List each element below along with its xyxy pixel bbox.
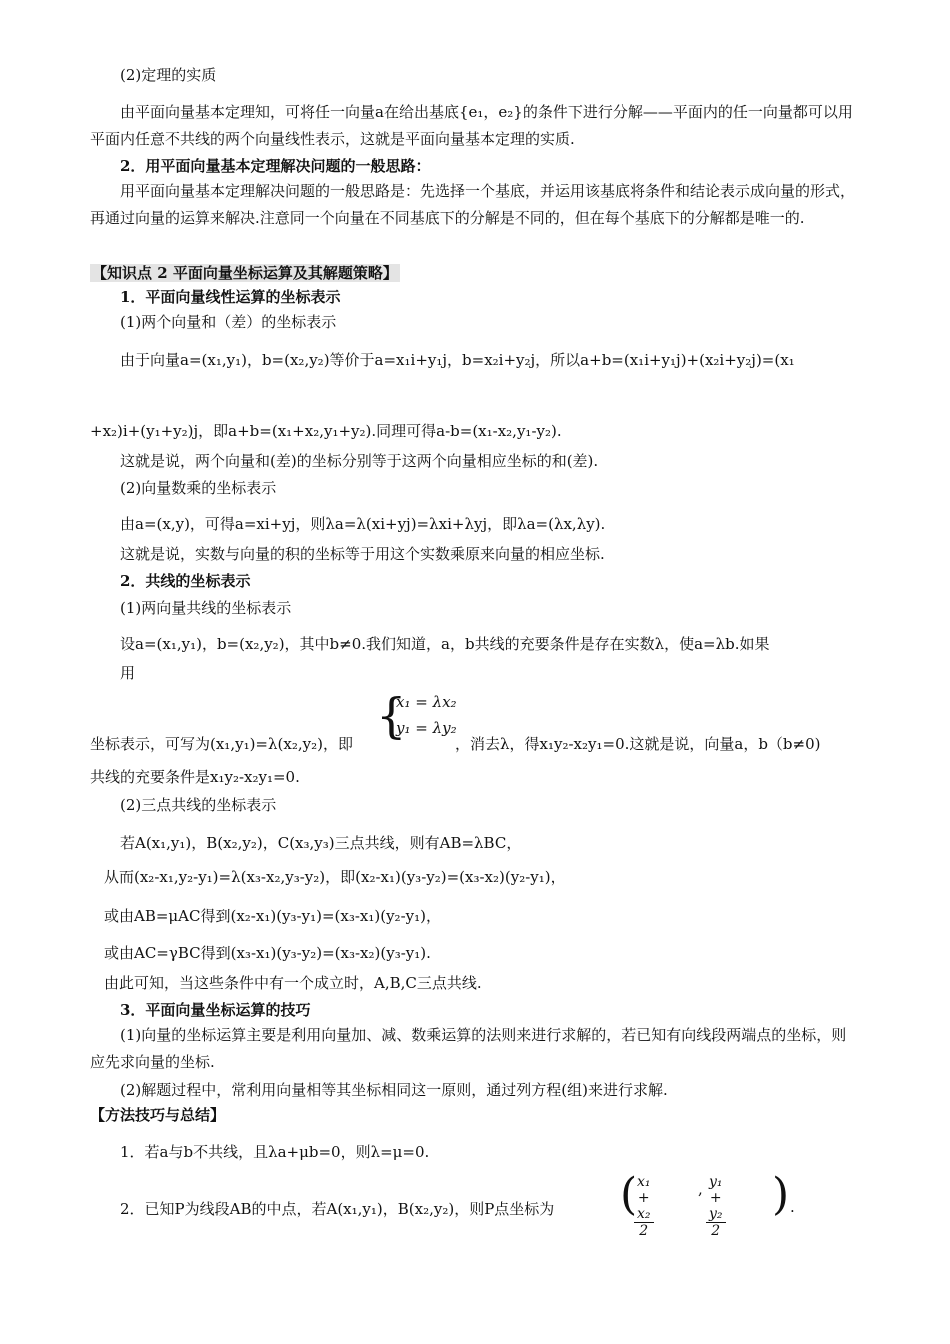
- method-1: 1．若a与b不共线，且λa+μb=0，则λ=μ=0.: [120, 1143, 430, 1161]
- kp2-header: 【知识点 2 平面向量坐标运算及其解题策略】: [92, 264, 398, 282]
- kp2-s1-sub1: (1)两个向量和（差）的坐标表示: [120, 313, 337, 331]
- kp2-s1-conc1: 这就是说，两个向量和(差)的坐标分别等于这两个向量相应坐标的和(差).: [120, 452, 599, 470]
- kp2-s1-sub2: (2)向量数乘的坐标表示: [120, 479, 277, 497]
- kp2-s3-title: 3．平面向量坐标运算的技巧: [120, 1001, 311, 1019]
- kp2-s2-eq1b: 用: [120, 664, 136, 682]
- approach-title: 2．用平面向量基本定理解决问题的一般思路：: [120, 157, 431, 175]
- method-2-text: 2．已知P为线段AB的中点，若A(x₁,y₁)，B(x₂,y₂)，则P点坐标为: [120, 1200, 555, 1218]
- collinear-system: [376, 690, 466, 746]
- kp2-s1-title: 1．平面向量线性运算的坐标表示: [120, 288, 341, 306]
- midpoint-x-denominator: 2: [639, 1223, 649, 1239]
- approach-paragraph: 用平面向量基本定理解决问题的一般思路是：先选择一个基底，并运用该基底将条件和结论表示成向量的形式，再通过向量的运算来解决.注意同一个向量在不同基底下的分解是不同的，但在每个基底下的分解都是唯一的.: [90, 182, 856, 227]
- essence-title: (2)定理的实质: [120, 66, 217, 84]
- kp2-s2-eq3: 共线的充要条件是x₁y₂-x₂y₁=0.: [90, 768, 300, 786]
- kp2-s3-p1: (1)向量的坐标运算主要是利用向量加、减、数乘运算的法则来进行求解的，若已知有向线段两端点的坐标，则应先求向量的坐标.: [90, 1026, 847, 1071]
- kp2-header-wrap: [90, 262, 400, 284]
- comma: ,: [698, 1180, 703, 1198]
- kp2-s2-eq5: 从而(x₂-x₁,y₂-y₁)=λ(x₃-x₂,y₃-y₂)，即(x₂-x₁)(y₃-y₂)=(x₃-x₂)(y₂-y₁)，: [104, 868, 566, 886]
- kp2-s2-sub2: (2)三点共线的坐标表示: [120, 796, 277, 814]
- kp2-s1-eq2: +x₂)i+(y₁+y₂)j，即a+b=(x₁+x₂,y₁+y₂).同理可得a-b=(x₁-x₂,y₁-y₂).: [90, 422, 562, 440]
- kp2-s2-eq7: 或由AC=γBC得到(x₃-x₁)(y₃-y₂)=(x₃-x₂)(y₃-y₁).: [104, 944, 431, 962]
- kp2-s2-sub1: (1)两向量共线的坐标表示: [120, 599, 292, 617]
- method-2-end: .: [790, 1198, 795, 1216]
- kp2-s2-eq4: 若A(x₁,y₁)，B(x₂,y₂)，C(x₃,y₃)三点共线，则有AB=λBC，: [120, 834, 522, 852]
- kp2-s2-eq6: 或由AB=μAC得到(x₂-x₁)(y₃-y₁)=(x₃-x₁)(y₂-y₁)，: [104, 907, 441, 925]
- midpoint-y-fraction: [706, 1174, 726, 1239]
- midpoint-y-numerator: y₁ + y₂: [706, 1174, 726, 1223]
- kp2-s3-p2: (2)解题过程中，常利用向量相等其坐标相同这一原则，通过列方程(组)来进行求解.: [120, 1081, 668, 1099]
- left-paren: (: [620, 1169, 638, 1220]
- system-line-2: y₁ = λy₂: [396, 719, 457, 737]
- kp2-s2-eq2b: ，消去λ，得x₁y₂-x₂y₁=0.这就是说，向量a，b（b≠0): [455, 735, 821, 753]
- essence-paragraph: 由平面向量基本定理知，可将任一向量a在给出基底{e₁，e₂}的条件下进行分解——平面内的任一向量都可以用平面内任意不共线的两个向量线性表示，这就是平面向量基本定理的实质.: [90, 103, 853, 148]
- left-brace: {: [376, 688, 407, 744]
- kp2-s1-eq1: 由于向量a=(x₁,y₁)，b=(x₂,y₂)等价于a=x₁i+y₁j，b=x₂i+y₂j，所以a+b=(x₁i+y₁j)+(x₂i+y₂j)=(x₁: [120, 351, 795, 369]
- kp2-s2-conc: 由此可知，当这些条件中有一个成立时，A,B,C三点共线.: [104, 974, 482, 992]
- midpoint-x-fraction: [634, 1174, 654, 1239]
- kp2-s2-eq1: 设a=(x₁,y₁)，b=(x₂,y₂)，其中b≠0.我们知道，a，b共线的充要条件是存在实数λ，使a=λb.如果: [120, 635, 770, 653]
- kp2-s2-eq2: 坐标表示，可写为(x₁,y₁)=λ(x₂,y₂)，即: [90, 735, 353, 753]
- system-line-1: x₁ = λx₂: [396, 693, 457, 711]
- kp2-s1-eq3: 由a=(x,y)，可得a=xi+yj，则λa=λ(xi+yj)=λxi+λyj，即λa=(λx,λy).: [120, 515, 606, 533]
- kp2-s1-conc2: 这就是说，实数与向量的积的坐标等于用这个实数乘原来向量的相应坐标.: [120, 545, 605, 563]
- methods-header: 【方法技巧与总结】: [90, 1106, 226, 1124]
- kp2-s2-title: 2．共线的坐标表示: [120, 572, 251, 590]
- right-paren: ): [772, 1169, 790, 1220]
- midpoint-x-numerator: x₁ + x₂: [634, 1174, 654, 1223]
- midpoint-y-denominator: 2: [711, 1223, 721, 1239]
